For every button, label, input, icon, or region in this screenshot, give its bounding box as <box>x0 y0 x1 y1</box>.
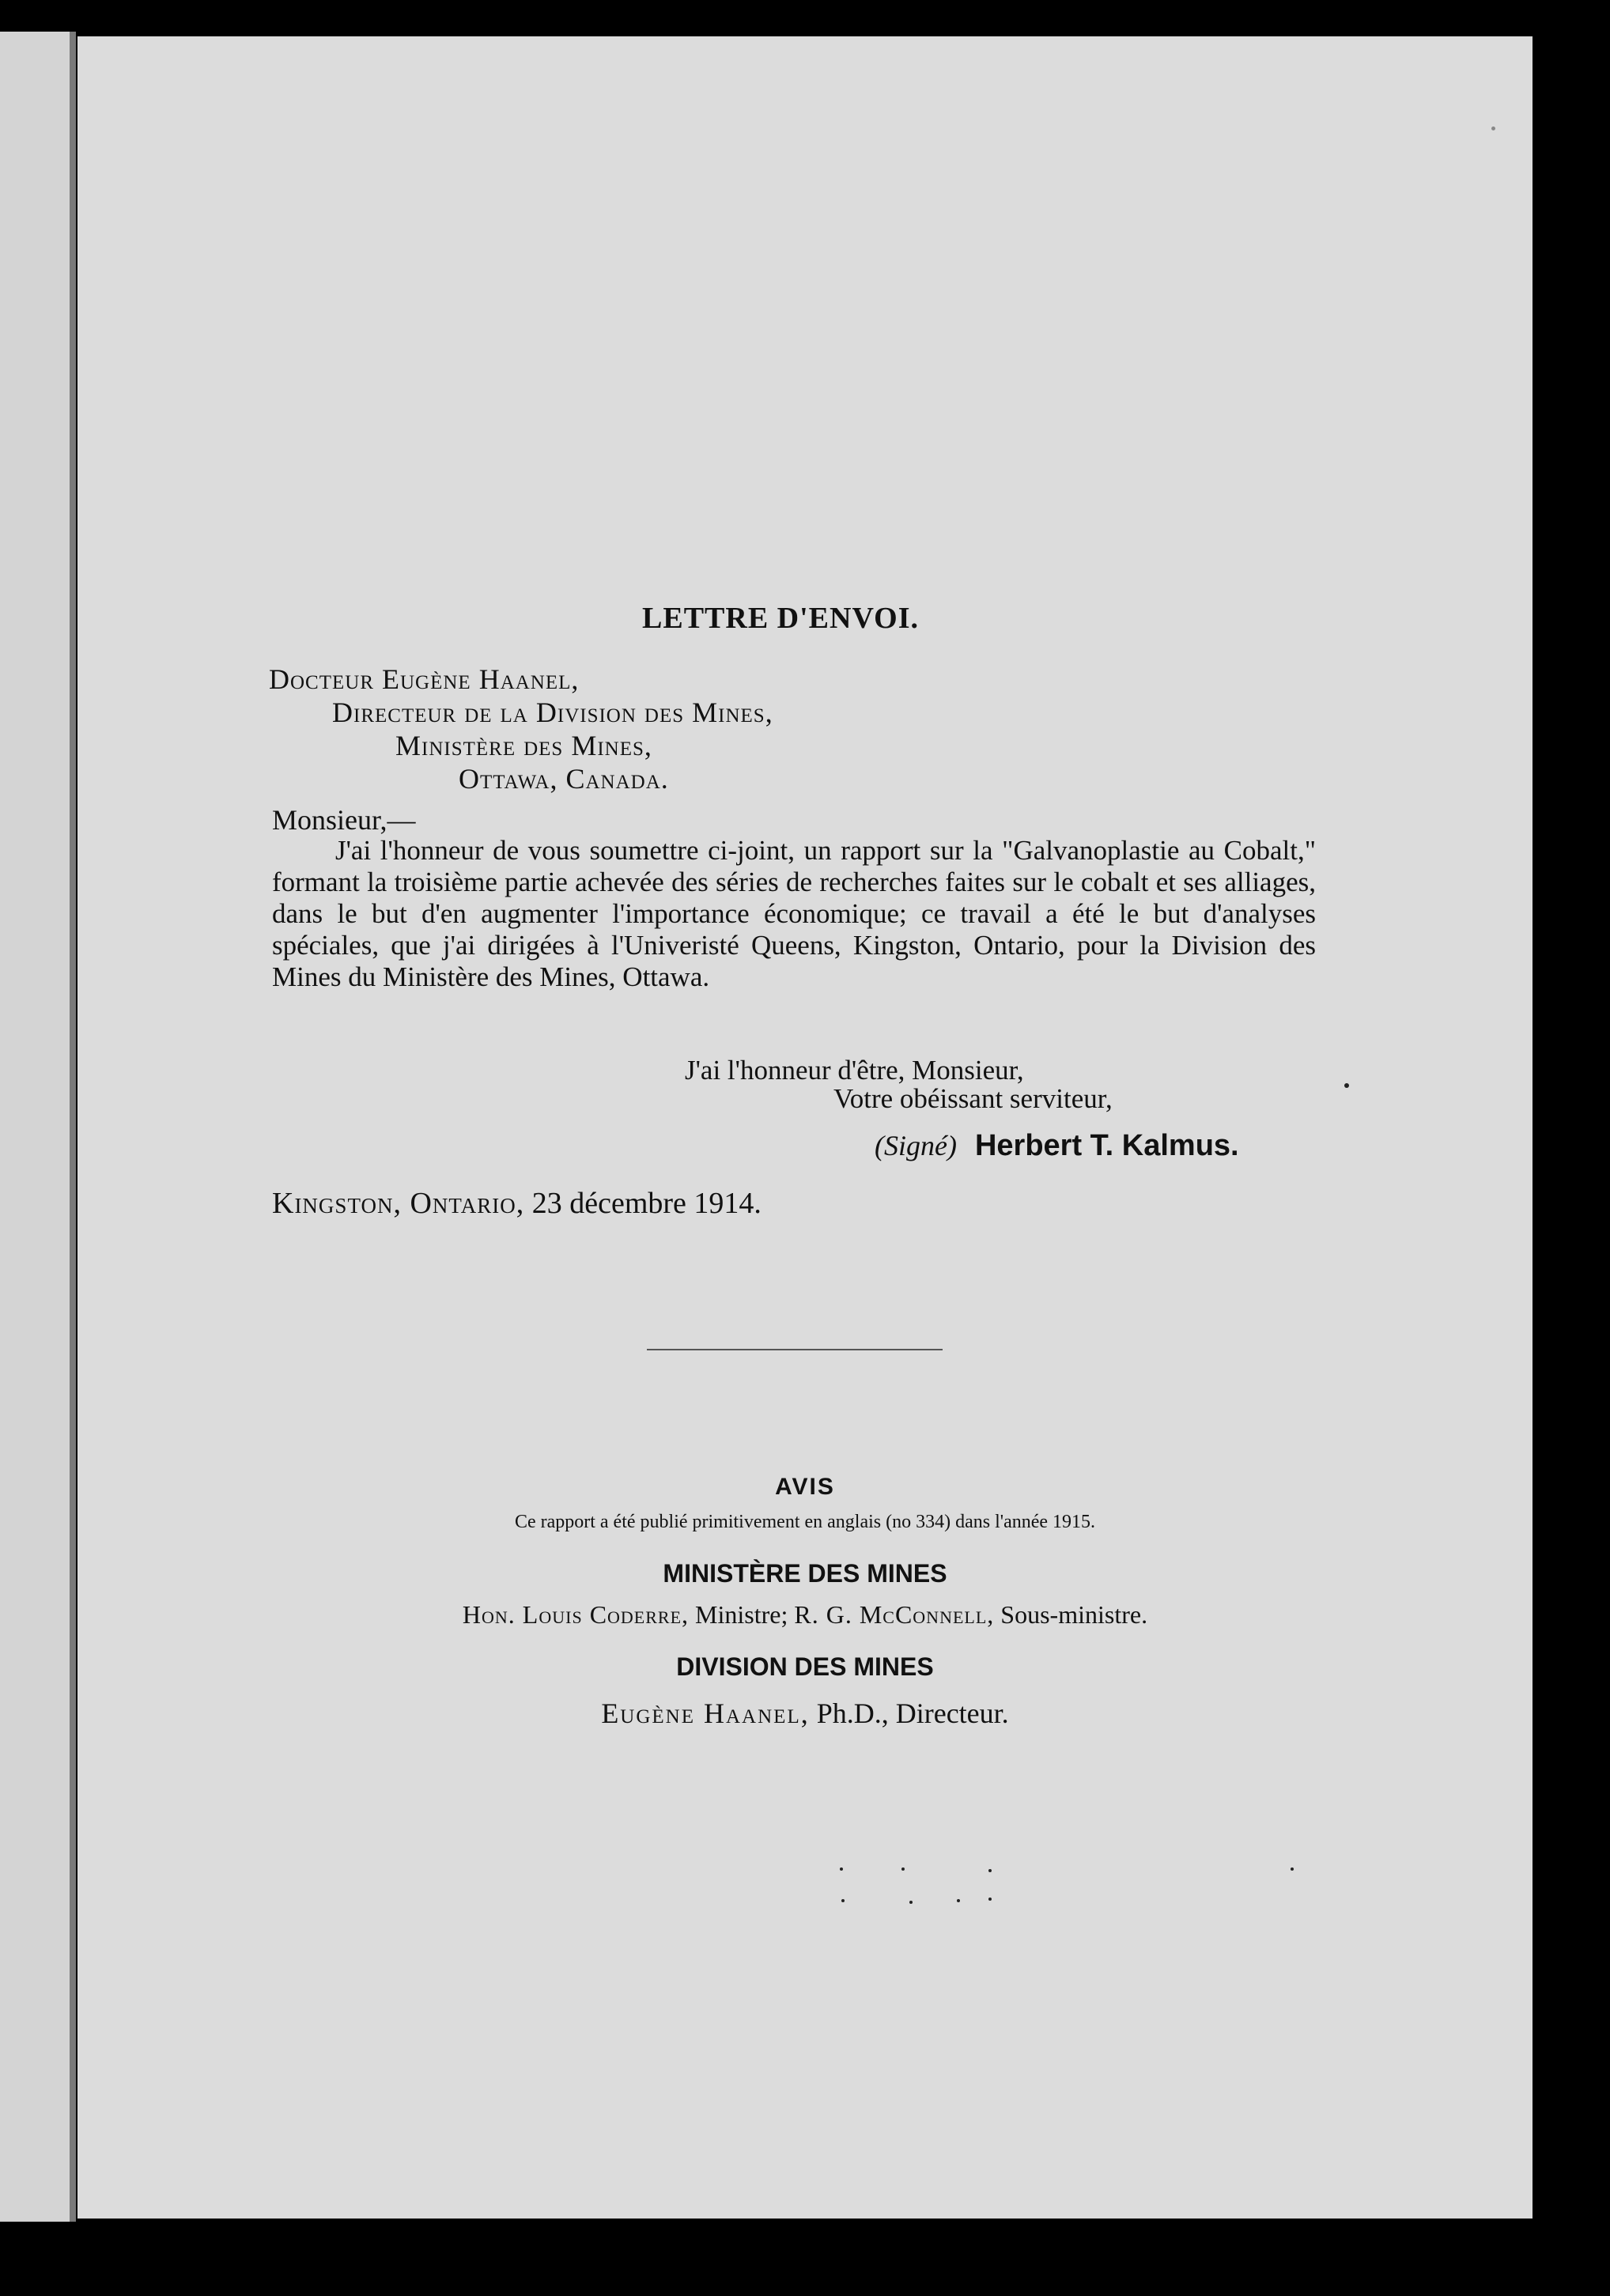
deputy-role: Sous-ministre. <box>1000 1600 1148 1629</box>
scan-speck <box>957 1899 960 1902</box>
director-name: Eugène Haanel, <box>601 1697 810 1729</box>
recipient-title: Directeur de la Division des Mines, <box>332 697 773 728</box>
division-director <box>77 1697 1533 1730</box>
scan-speck <box>1491 127 1495 130</box>
recipient-name: Docteur Eugène Haanel, <box>269 663 580 695</box>
signed-marker: (Signé) <box>875 1130 957 1161</box>
notice-text: Ce rapport a été publié primitivement en anglais (no 334) dans l'année 1915. <box>514 1512 1096 1532</box>
minister-name: Hon. Louis Coderre, <box>462 1600 690 1629</box>
minister-role: Ministre; <box>695 1600 788 1629</box>
closing-line-2: Votre obéissant serviteur, <box>833 1083 1113 1114</box>
scan-top-border <box>0 0 1610 32</box>
letter-title: LETTRE D'ENVOI. <box>642 602 919 635</box>
scan-speck <box>988 1869 992 1872</box>
recipient-city: Ottawa, Canada. <box>459 763 669 795</box>
ministry-title: MINISTÈRE DES MINES <box>663 1559 947 1588</box>
date: 23 décembre 1914. <box>531 1187 762 1220</box>
director-role: Ph.D., Directeur. <box>816 1697 1009 1729</box>
section-divider <box>647 1349 943 1350</box>
closing-line-1: J'ai l'honneur d'être, Monsieur, <box>685 1055 1024 1086</box>
scan-speck <box>1344 1083 1349 1088</box>
signature-block <box>875 1129 1239 1163</box>
notice-title: AVIS <box>775 1474 835 1500</box>
salutation: Monsieur,— <box>272 804 416 836</box>
scan-speck <box>841 1899 845 1902</box>
recipient-ministry: Ministère des Mines, <box>395 730 652 761</box>
scan-speck <box>988 1898 992 1901</box>
signature-name: Herbert T. Kalmus. <box>974 1129 1239 1162</box>
scan-speck <box>901 1867 905 1871</box>
scan-speck <box>840 1867 843 1871</box>
scan-speck <box>909 1901 913 1904</box>
page-gutter <box>70 32 76 2222</box>
division-title: DIVISION DES MINES <box>676 1652 934 1681</box>
ministry-officials <box>77 1600 1533 1629</box>
place: Kingston, Ontario, <box>272 1187 525 1220</box>
previous-page-margin <box>0 32 73 2222</box>
place-date <box>272 1186 762 1221</box>
scan-speck <box>1291 1867 1294 1871</box>
document-page <box>77 36 1533 2219</box>
deputy-name: R. G. McConnell, <box>794 1600 995 1629</box>
letter-body: J'ai l'honneur de vous soumettre ci-joint, un rapport sur la "Galvanoplastie au Cobalt," formant la troisième partie achevée des séries de recherches faites sur le cobalt et ses alliages, dans le but d'en augmenter l'importance économique; ce travail a été le but d'analyses spéciales, que j'ai dirigées à l'Univeristé Queens, Kingston, Ontario, pour la Division des Mines du Ministère des Mines, Ottawa. <box>272 835 1316 992</box>
